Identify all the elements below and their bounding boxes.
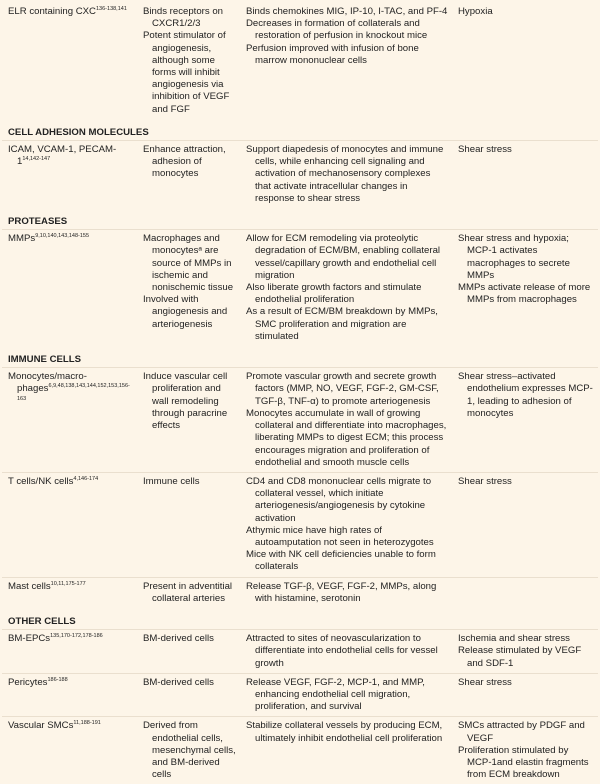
section-header-row	[2, 208, 598, 230]
mechanism-cell	[240, 472, 452, 577]
section-heading: IMMUNE CELLS	[8, 354, 82, 366]
cell-line: Enhance attraction, adhesion of monocytes	[143, 144, 226, 180]
source-cell	[137, 230, 240, 346]
factor-name: Mast cells	[8, 580, 51, 592]
mechanism-cell	[240, 630, 452, 674]
cell-line: Allow for ECM remodeling via proteolytic degradation of ECM/BM, enabling collateral vessel/capillary growth and endothelial cell migration	[246, 233, 441, 281]
section-heading: PROTEASES	[8, 216, 68, 228]
stimulus-cell	[452, 630, 598, 674]
source-cell	[137, 577, 240, 608]
cell-line: Ischemia and shear stress	[458, 633, 570, 645]
source-cell	[137, 472, 240, 577]
cell-line: Hypoxia	[458, 6, 493, 17]
reference-superscript: 186-188	[47, 676, 68, 683]
factor-cell	[2, 0, 137, 119]
section-heading: OTHER CELLS	[8, 615, 76, 627]
cell-line: Athymic mice have high rates of autoamputation not seen in heterozygotes	[246, 524, 434, 548]
cell-line: BM-derived cells	[143, 633, 214, 645]
source-cell	[137, 0, 240, 119]
cell-line: Support diapedesis of monocytes and immune cells, while enhancing cell signaling and activation of mechanosensory complexes that activate intracellular changes in response to shear stress	[246, 144, 444, 204]
source-cell	[137, 630, 240, 674]
table-row	[2, 141, 598, 209]
stimulus-cell	[452, 368, 598, 473]
reference-superscript: 11,188-191	[73, 720, 101, 727]
factor-name: Vascular SMCs	[8, 720, 74, 732]
cell-line: Proliferation stimulated by MCP-1and elastin fragments from ECM breakdown	[458, 744, 589, 781]
cell-line: Shear stress	[458, 144, 512, 156]
factor-cell	[2, 717, 137, 784]
cell-line: As a result of ECM/BM breakdown by MMPs, SMC proliferation and migration are stimulated	[246, 306, 438, 342]
reference-superscript: 14,142-147	[22, 156, 51, 163]
section-header-row	[2, 346, 598, 368]
cell-line: Release VEGF, FGF-2, MCP-1, and MMP, enhancing endothelial cell migration, proliferation, and survival	[246, 676, 425, 713]
cell-line: Also liberate growth factors and stimulate endothelial proliferation	[246, 282, 422, 306]
cell-line: Attracted to sites of neovascularization to differentiate into endothelial cells for vessel growth	[246, 633, 438, 669]
cell-line: CD4 and CD8 mononuclear cells migrate to collateral vessel, which initiate arteriogenesis/angiogenesis by cytokine activation	[246, 475, 432, 524]
stimulus-cell	[452, 0, 598, 119]
reference-superscript: 135,170-172,178-186	[50, 633, 103, 640]
reference-superscript: 136-138,141	[96, 6, 127, 12]
stimulus-cell	[452, 141, 598, 209]
cell-line: Decreases in formation of collaterals and restoration of perfusion in knockout mice	[246, 18, 428, 42]
table-row	[2, 368, 598, 473]
table-row	[2, 472, 598, 577]
cell-line: Shear stress and hypoxia; MCP-1 activates macrophages to secrete MMPs	[458, 233, 570, 281]
table-row	[2, 230, 598, 346]
factor-name: MMPs	[8, 233, 36, 245]
mechanism-cell	[240, 141, 452, 209]
factor-cell	[2, 673, 137, 717]
factor-name: T cells/NK cells	[8, 475, 74, 487]
cell-line: Induce vascular cell proliferation and wall remodeling through paracrine effects	[143, 371, 228, 432]
mechanism-cell	[240, 717, 452, 784]
stimulus-cell	[452, 472, 598, 577]
cell-line: Shear stress	[458, 676, 512, 688]
cell-line: Monocytes accumulate in wall of growing collateral and differentiate into macrophages, liberating MMPs to digest ECM; this process encourages migration and proliferation of endothelial and smooth muscle cells	[246, 407, 447, 468]
table-row	[2, 577, 598, 608]
mechanism-cell	[240, 577, 452, 608]
source-cell	[137, 673, 240, 717]
cell-line: Derived from endothelial cells, mesenchymal cells, and BM-derived cells	[143, 720, 236, 781]
reference-superscript: 9,10,140,143,148-155	[35, 233, 90, 240]
section-header-row	[2, 608, 598, 630]
section-header-row	[2, 119, 598, 141]
cell-line: Macrophages and monocytesᵃ are source of MMPs in ischemic and nonischemic tissue	[143, 233, 234, 294]
table-row	[2, 630, 598, 674]
cell-line: SMCs attracted by PDGF and VEGF	[458, 720, 585, 744]
cell-line: Binds chemokines MIG, IP-10, I-TAC, and PF-4	[246, 6, 448, 17]
table-row	[2, 717, 598, 784]
section-heading: CELL ADHESION MOLECULES	[8, 126, 149, 138]
factor-name: ICAM, VCAM-1, PECAM-1	[8, 144, 117, 168]
factor-name: Pericytes	[8, 676, 48, 688]
factor-cell	[2, 630, 137, 674]
reference-superscript: 6,9,48,138,143,144,152,153,156-163	[17, 383, 130, 402]
stimulus-cell	[452, 230, 598, 346]
cell-line: Present in adventitial collateral arteries	[143, 580, 233, 604]
cell-line: Binds receptors on CXCR1/2/3	[143, 6, 223, 30]
factor-name: ELR containing CXC	[8, 6, 96, 17]
reference-superscript: 4,146-174	[73, 475, 99, 482]
factor-name: BM-EPCs	[8, 633, 51, 645]
factor-name: Monocytes/macro-phages	[8, 371, 87, 395]
mechanism-cell	[240, 673, 452, 717]
cell-line: Immune cells	[143, 475, 200, 487]
mechanism-cell	[240, 368, 452, 473]
stimulus-cell	[452, 577, 598, 608]
factor-cell	[2, 577, 137, 608]
cell-line: Potent stimulator of angiogenesis, although some forms will inhibit angiogenesis via inhibition of VEGF and FGF	[143, 30, 230, 115]
cell-line: Promote vascular growth and secrete growth factors (MMP, NO, VEGF, FGF-2, GM-CSF, TGF-β, TNF-α) to promote arteriogenesis	[246, 371, 439, 407]
factor-cell	[2, 368, 137, 473]
stimulus-cell	[452, 673, 598, 717]
cell-line: Release stimulated by VEGF and SDF-1	[458, 645, 582, 669]
source-cell	[137, 141, 240, 209]
cell-line: Shear stress–activated endothelium expresses MCP-1, leading to adhesion of monocytes	[458, 371, 593, 419]
factor-cell	[2, 472, 137, 577]
source-cell	[137, 717, 240, 784]
cell-line: Perfusion improved with infusion of bone marrow mononuclear cells	[246, 42, 419, 66]
cell-line: BM-derived cells	[143, 676, 214, 688]
cell-line: Involved with angiogenesis and arteriogenesis	[143, 294, 228, 330]
table-row	[2, 0, 598, 119]
stimulus-cell	[452, 717, 598, 784]
cell-line: Stabilize collateral vessels by producing ECM, ultimately inhibit endothelial cell proliferation	[246, 720, 443, 744]
cell-line: Release TGF-β, VEGF, FGF-2, MMPs, along with histamine, serotonin	[246, 580, 437, 604]
reference-superscript: 10,11,175-177	[50, 580, 86, 587]
factor-cell	[2, 230, 137, 346]
factor-cell	[2, 141, 137, 209]
table-row	[2, 673, 598, 717]
mechanism-cell	[240, 0, 452, 119]
cell-line: Mice with NK cell deficiencies unable to form collaterals	[246, 549, 436, 573]
cell-line: Shear stress	[458, 475, 512, 487]
document-table	[2, 0, 598, 784]
mechanism-cell	[240, 230, 452, 346]
cell-line: MMPs activate release of more MMPs from macrophages	[458, 282, 591, 306]
source-cell	[137, 368, 240, 473]
